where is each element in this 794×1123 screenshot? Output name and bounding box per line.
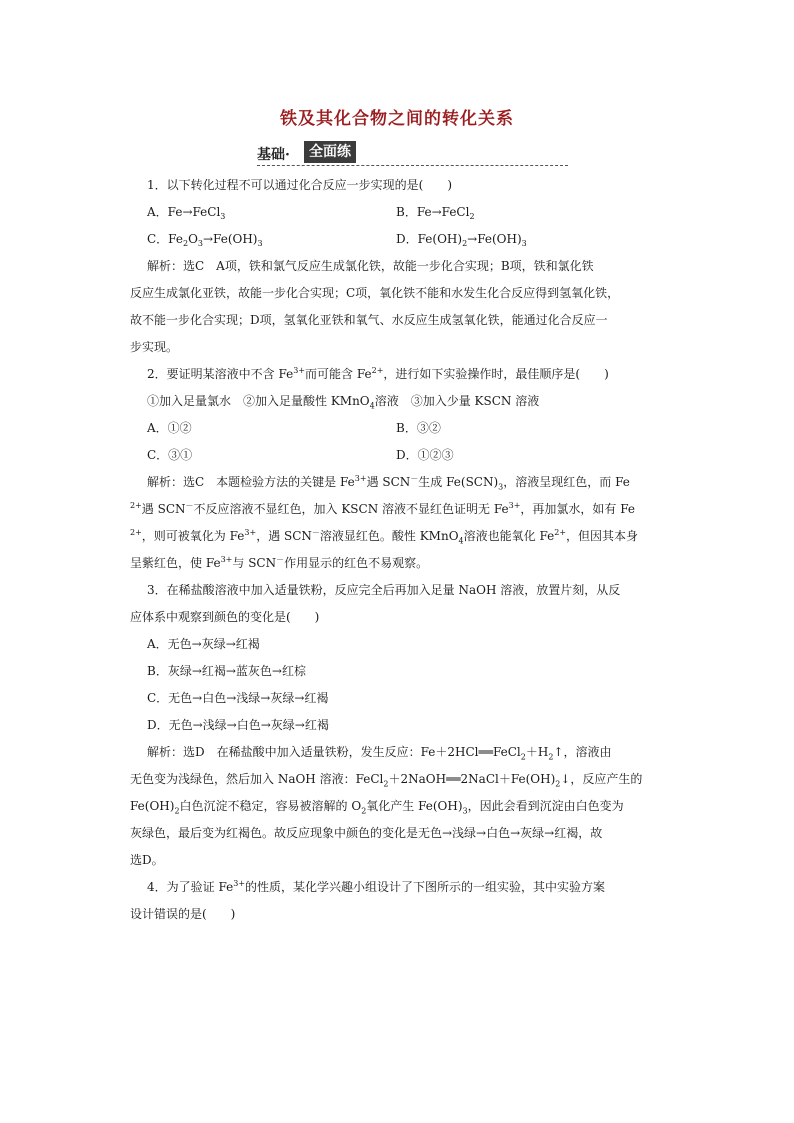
option-b: B．③②: [396, 421, 441, 435]
analysis-line: $Fe(OH)_2$白色沉淀不稳定，容易被溶解的 $O_2$氧化产生 $Fe(OH)_3$，因此会看到沉淀由白色变为: [130, 799, 624, 816]
question-stem: 1．以下转化过程不可以通过化合反应一步实现的是( ): [147, 178, 453, 192]
option-c: C．③①: [147, 448, 193, 462]
analysis-line: $^{2+}$，则可被氧化为 $Fe^{3+}$，遇 SCN－溶液显红色。酸性 KMnO$_4$溶液也能氧化 $Fe^{2+}$，但因其本身: [130, 528, 639, 546]
section-label: 基础·: [257, 147, 290, 163]
analysis-line: 选D。: [130, 853, 164, 867]
option-c: C．Fe2O3→Fe(OH)3: [147, 232, 263, 249]
analysis-line: 无色变为浅绿色，然后加入 NaOH 溶液：$FeCl_2+2NaOH══2NaCl+Fe(OH)_2↓$，反应产生的: [130, 772, 643, 789]
analysis-line: 故不能一步化合实现；D项，氢氧化亚铁和氧气、水反应生成氢氧化铁，能通过化合反应一: [130, 313, 608, 327]
section-header: [257, 141, 568, 166]
analysis-line: 灰绿色，最后变为红褐色。故反应现象中颜色的变化是无色→浅绿→白色→灰绿→红褐，故: [130, 826, 603, 840]
option-a: A．Fe→FeCl3: [147, 205, 226, 222]
analysis-line: 解析：选D 在稀盐酸中加入适量铁粉，发生反应：$Fe+2HCl══FeCl_2+H_2↑$，溶液由: [147, 745, 612, 762]
analysis-line: $^{2+}$遇 SCN－不反应溶液不显红色，加入 KSCN 溶液不显红色证明无 $Fe^{3+}$，再加氯水，如有 Fe: [130, 501, 635, 516]
page-title: 铁及其化合物之间的转化关系: [280, 109, 514, 129]
option-row: [147, 199, 677, 226]
question-3: [130, 577, 677, 874]
operation-list: ①加入足量氯水 ②加入足量酸性 KMnO$_4$溶液 ③加入少量 KSCN 溶液: [147, 394, 540, 411]
analysis-line: 解析：选C 本题检验方法的关键是 $Fe^{3+}$遇 SCN－生成 $Fe(SCN)_3$，溶液呈现红色，而 Fe: [147, 474, 630, 492]
analysis-line: 呈紫红色，使 $Fe^{3+}$与 SCN－作用显示的红色不易观察。: [130, 555, 429, 570]
question-4: [130, 874, 677, 928]
question-list: [130, 172, 677, 928]
option-b: B．灰绿→红褐→蓝灰色→红棕: [147, 664, 306, 678]
question-stem: 4．为了验证 $Fe^{3+}$的性质，某化学兴趣小组设计了下图所示的一组实验，其中实验方案: [147, 879, 606, 894]
question-1: [130, 172, 677, 361]
analysis-line: 反应生成氯化亚铁，故能一步化合实现；C项，氧化铁不能和水发生化合反应得到氢氧化铁，: [130, 286, 620, 300]
option-row: [147, 226, 677, 253]
question-stem: 2．要证明某溶液中不含 $Fe^{3+}$而可能含 $Fe^{2+}$，进行如下实验操作时，最佳顺序是( ): [147, 366, 609, 381]
question-stem: 3．在稀盐酸溶液中加入适量铁粉，反应完全后再加入足量 NaOH 溶液，放置片刻，从反: [147, 583, 621, 597]
analysis-line: 步实现。: [130, 340, 179, 354]
option-a: A．①②: [147, 421, 192, 435]
question-stem: 设计错误的是( ): [130, 907, 236, 921]
question-stem: 应体系中观察到颜色的变化是( ): [130, 610, 320, 624]
section-badge: 全面练: [304, 141, 356, 163]
question-2: [130, 361, 677, 577]
option-d: D．①②③: [396, 448, 454, 462]
option-d: D．Fe(OH)2→Fe(OH)3: [396, 232, 527, 249]
option-b: B．Fe→FeCl2: [396, 205, 475, 222]
option-c: C．无色→白色→浅绿→灰绿→红褐: [147, 691, 329, 705]
option-row: [147, 442, 677, 469]
analysis-line: 解析：选C A项，铁和氯气反应生成氯化铁，故能一步化合实现；B项，铁和氯化铁: [147, 259, 594, 273]
option-d: D．无色→浅绿→白色→灰绿→红褐: [147, 718, 329, 732]
option-row: [147, 415, 677, 442]
option-a: A．无色→灰绿→红褐: [147, 637, 260, 651]
